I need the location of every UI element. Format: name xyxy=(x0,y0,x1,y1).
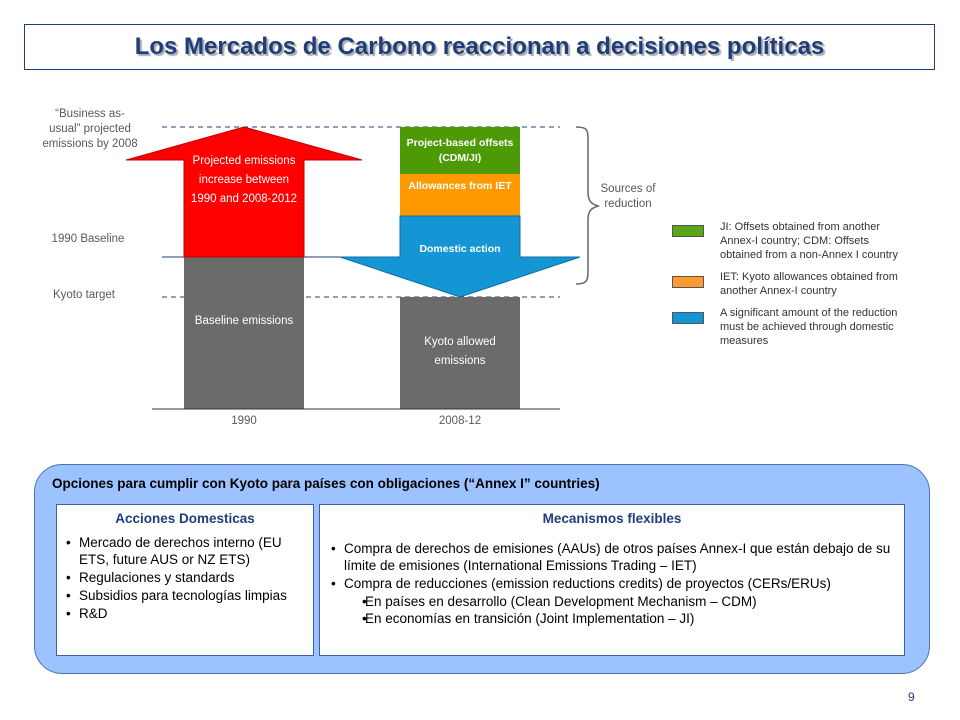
legend xyxy=(672,220,912,348)
list-item: • Subsidios para tecnologías limpias xyxy=(63,587,305,604)
options-heading: Opciones para cumplir con Kyoto para países con obligaciones (“Annex I” countries) xyxy=(52,476,600,491)
flexible-mechanisms-title: Mecanismos flexibles xyxy=(542,511,682,526)
domestic-actions-list xyxy=(57,534,313,622)
flexible-mechanisms-box xyxy=(319,504,905,656)
slide-title: Los Mercados de Carbono reaccionan a decisiones políticas xyxy=(134,33,825,60)
sources-of-reduction-label: Sources of reduction xyxy=(600,183,656,210)
legend-text-iet: IET: Kyoto allowances obtained from another Annex-I country xyxy=(720,271,898,297)
list-item: • Mercado de derechos interno (EU ETS, future AUS or NZ ETS) xyxy=(63,534,305,568)
legend-item-iet xyxy=(672,270,912,298)
cdm-ji-text: Project-based offsets (CDM/JI) xyxy=(406,137,514,164)
list-subitem: • En economías en transición (Joint Implementation – JI) xyxy=(328,610,896,627)
axis-label-1990: 1990 xyxy=(231,415,257,427)
list-item: • R&D xyxy=(63,605,305,622)
list-item: • Regulaciones y standards xyxy=(63,569,305,586)
kyoto-target-label: Kyoto target xyxy=(52,289,115,301)
legend-item-domestic xyxy=(672,306,912,348)
legend-text-domestic: A significant amount of the reduction must be achieved through domestic measures xyxy=(720,307,898,347)
domestic-actions-box xyxy=(56,504,314,656)
legend-swatch-orange xyxy=(672,276,704,288)
list-item: • Compra de derechos de emisiones (AAUs) de otros países Annex-I que están debajo de su límite de emisiones (International Emissions Trading – IET) xyxy=(328,540,896,574)
flexible-mechanisms-list xyxy=(320,540,904,627)
legend-swatch-green xyxy=(672,225,704,237)
legend-text-ji-cdm: JI: Offsets obtained from another Annex-I country; CDM: Offsets obtained from a non-Annex I country xyxy=(720,221,898,261)
domestic-action-text: Domestic action xyxy=(419,243,501,255)
bau-label: “Business as-usual” projected emissions by 2008 xyxy=(42,108,138,150)
list-subitem: • En países en desarrollo (Clean Development Mechanism – CDM) xyxy=(328,593,896,610)
legend-swatch-blue xyxy=(672,312,704,324)
axis-label-2008: 2008-12 xyxy=(438,415,482,427)
baseline-label: 1990 Baseline xyxy=(51,233,125,245)
list-item: • Compra de reducciones (emission reductions credits) de proyectos (CERs/ERUs) xyxy=(328,575,896,592)
projected-increase-text: Projected emissions increase between 1990 and 2008-2012 xyxy=(190,155,298,205)
baseline-emissions-text: Baseline emissions xyxy=(194,315,294,327)
iet-text: Allowances from IET xyxy=(408,180,512,192)
page-number: 9 xyxy=(908,690,915,704)
baseline-emissions-block xyxy=(184,257,304,409)
kyoto-allowed-text: Kyoto allowed emissions xyxy=(424,336,496,367)
domestic-actions-title: Acciones Domesticas xyxy=(115,511,255,526)
legend-item-ji-cdm xyxy=(672,220,912,262)
